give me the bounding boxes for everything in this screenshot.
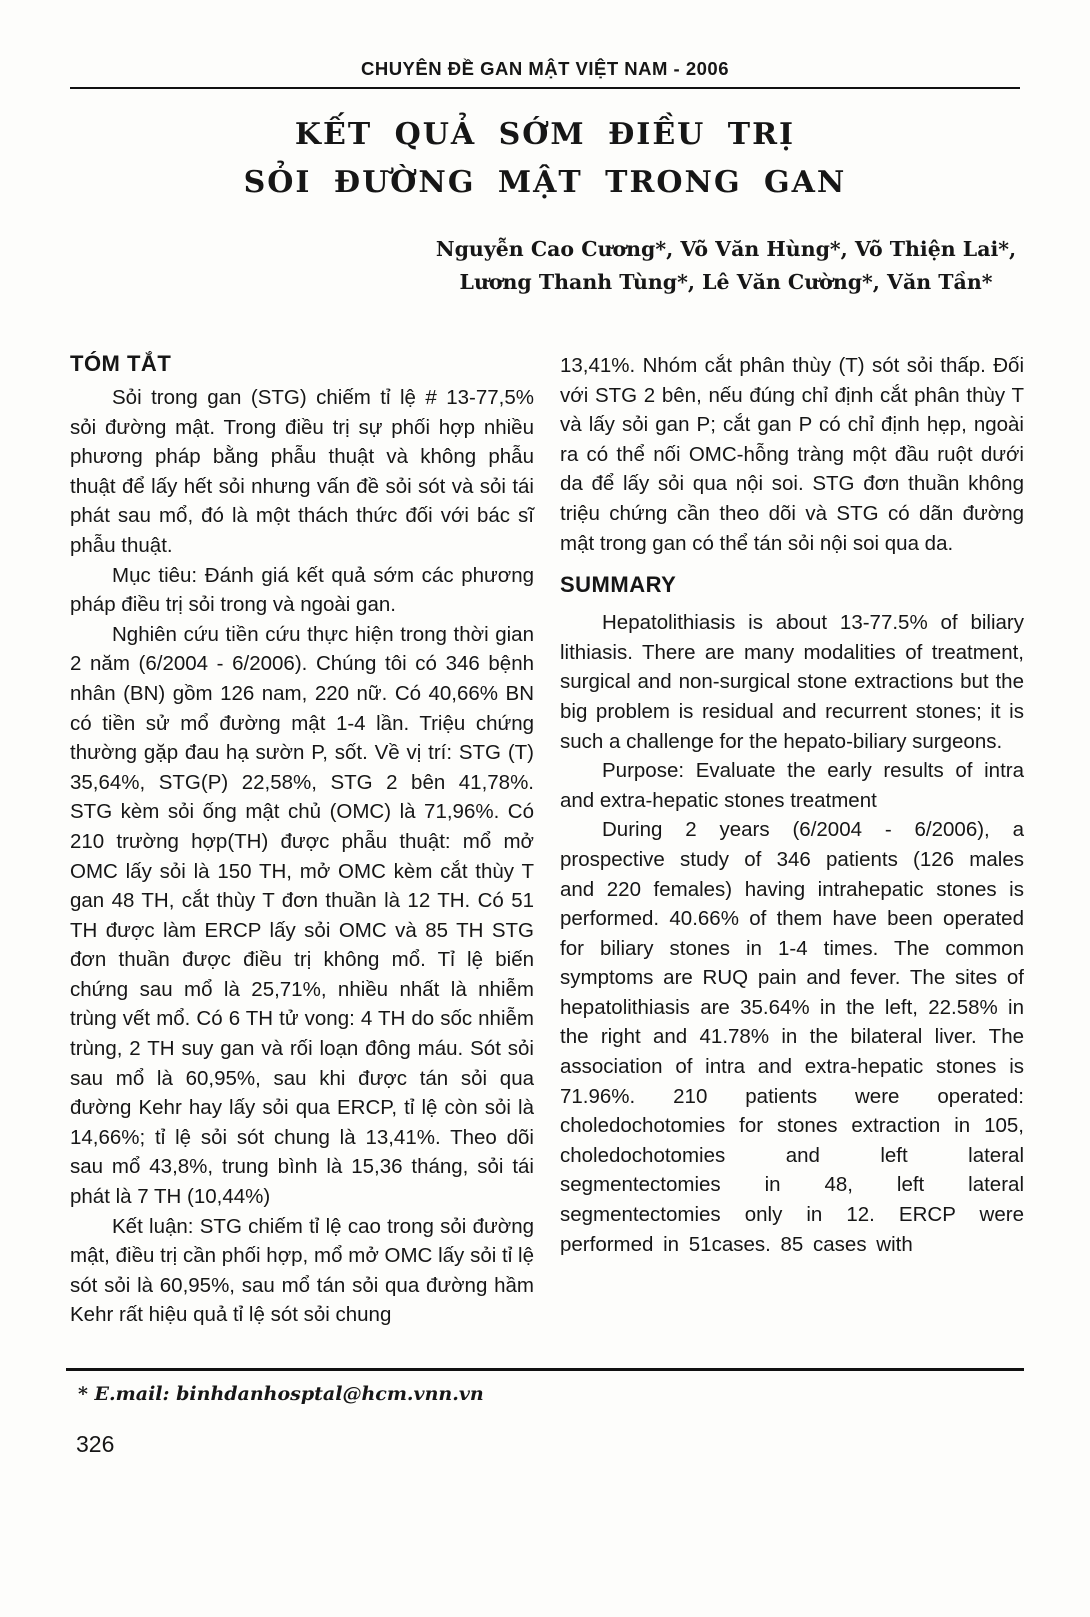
abstract-paragraph: Sỏi trong gan (STG) chiếm tỉ lệ # 13-77,5% sỏi đường mật. Trong điều trị sự phối hợp nhiều phương pháp bằng phẫu thuật và không phẫu thuật để lấy hết sỏi nhưng vấn đề sỏi sót và sỏi tái phát sau mổ, đó là một thách thức đối với bác sĩ phẫu thuật. <box>70 386 534 557</box>
footnote-rule <box>66 1368 1024 1371</box>
author-email-footnote: * E.mail: binhdanhosptal@hcm.vnn.vn <box>78 1383 484 1405</box>
summary-paragraph: During 2 years (6/2004 - 6/2006), a prospective study of 346 patients (126 males and 220 females) having intrahepatic stones is performed. 40.66% of them have been operated for biliary stones in 1-4 times. The common symptoms are RUQ pain and fever. The sites of hepatolithiasis are 35.64% in the left, 22.58% in the right and 41.78% in the bilateral liver. The association of intra and extra-hepatic stones is 71.96%. 210 patients were operated: choledochotomies for stones extraction in 105, choledochotomies and left lateral segmentectomies in 48, left lateral segmentectomies only in 12. ERCP were performed in 51cases. 85 cases with <box>560 818 1024 1256</box>
two-column-body <box>70 351 1024 1330</box>
abstract-paragraph: Nghiên cứu tiền cứu thực hiện trong thời gian 2 năm (6/2004 - 6/2006). Chúng tôi có 346 bệnh nhân (BN) gồm 126 nam, 220 nữ. Có 40,66% BN có tiền sử mổ đường mật 1-4 lần. Triệu chứng thường gặp đau hạ sườn P, sốt. Về vị trí: STG (T) 35,64%, STG(P) 22,58%, STG 2 bên 41,78%. STG kèm sỏi ống mật chủ (OMC) là 71,96%. Có 210 trường hợp(TH) được phẫu thuật: mổ mở OMC lấy sỏi là 150 TH, mở OMC kèm cắt thùy T gan 48 TH, cắt thùy T đơn thuần là 12 TH. Có 51 TH được làm ERCP lấy sỏi OMC và 85 TH STG đơn thuần được điều trị không mổ. Tỉ lệ biến chứng sau mổ là 25,71%, nhiều nhất là nhiễm trùng vết mổ. Có 6 TH tử vong: 4 TH do sốc nhiễm trùng, 2 TH suy gan và rối loạn đông máu. Sót sỏi sau mổ là 60,95%, sau khi được tán sỏi qua đường Kehr hay lấy sỏi qua ERCP, tỉ lệ còn sỏi là 14,66%; tỉ lệ sỏi sót chung là 13,41%. Theo dõi sau mổ 43,8%, trung bình là 15,36 tháng, sỏi tái phát là 7 TH (10,44%) <box>70 622 534 1209</box>
author-list-line1: Nguyễn Cao Cương*, Võ Văn Hùng*, Võ Thiện Lai*, <box>435 237 1017 261</box>
page-number: 326 <box>76 1431 115 1457</box>
author-list <box>430 233 1022 299</box>
article-title-line2: SỎI ĐƯỜNG MẬT TRONG GAN <box>243 165 847 200</box>
abstract-heading: TÓM TẮT <box>70 351 172 376</box>
summary-paragraph: Hepatolithiasis is about 13-77.5% of biliary lithiasis. There are many modalities of treatment, surgical and non-surgical stone extractions but the big problem is residual and recurrent stones; it is such a challenge for the hepato-biliary surgeons. <box>560 611 1024 753</box>
abstract-paragraph: Kết luận: STG chiếm tỉ lệ cao trong sỏi đường mật, điều trị cần phối hợp, mổ mở OMC lấy sỏi tỉ lệ sót sỏi là 60,95%, sau mổ tán sỏi qua đường hầm Kehr rất hiệu quả tỉ lệ sót sỏi chung <box>70 1214 534 1327</box>
article-title <box>0 111 1090 207</box>
journal-running-head: CHUYÊN ĐỀ GAN MẬT VIỆT NAM - 2006 <box>360 58 730 79</box>
abstract-continuation-paragraph: 13,41%. Nhóm cắt phân thùy (T) sót sỏi thấp. Đối với STG 2 bên, nếu đúng chỉ định cắt phân thùy T và lấy sỏi gan P; cắt gan P có chỉ định hẹp, ngoài ra có thể nối OMC-hỗng tràng một đầu ruột dưới da để lấy sỏi qua nội soi. STG đơn thuần không triệu chứng cần theo dõi và STG có dãn đường mật trong gan có thể tán sỏi nội soi qua da. <box>560 354 1024 555</box>
footnote-block <box>66 1368 1024 1458</box>
right-column-summary <box>560 351 1024 1330</box>
article-title-line1: KẾT QUẢ SỚM ĐIỀU TRỊ <box>294 117 796 152</box>
summary-paragraph: Purpose: Evaluate the early results of intra and extra-hepatic stones treatment <box>560 759 1024 812</box>
header-rule <box>70 87 1020 89</box>
left-column-abstract <box>70 351 534 1330</box>
summary-heading: SUMMARY <box>560 572 677 598</box>
abstract-paragraph: Mục tiêu: Đánh giá kết quả sớm các phương pháp điều trị sỏi trong và ngoài gan. <box>70 563 534 617</box>
author-list-line2: Lương Thanh Tùng*, Lê Văn Cường*, Văn Tần* <box>459 270 993 294</box>
